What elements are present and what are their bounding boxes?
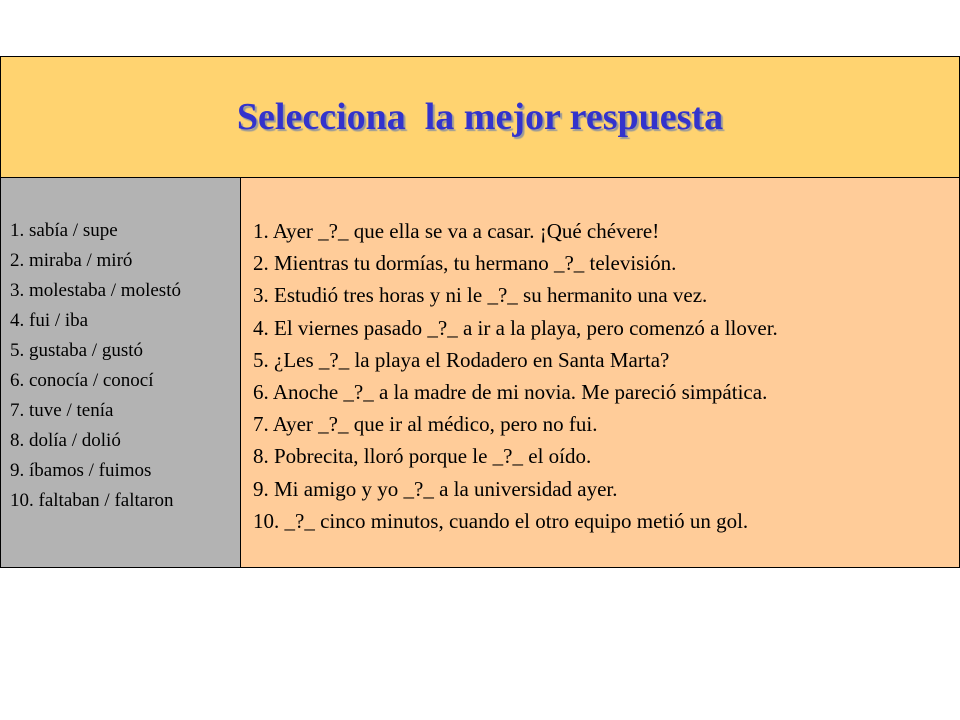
page-title: Selecciona la mejor respuesta: [236, 96, 724, 138]
sentence-item: 4. El viernes pasado _?_ a ir a la playa, pero comenzó a llover.: [253, 315, 778, 340]
option-item: 10. faltaban / faltaron: [10, 490, 174, 511]
option-item: 4. fui / iba: [10, 310, 89, 331]
options-list: [10, 216, 181, 516]
sentence-item: 7. Ayer _?_ que ir al médico, pero no fui.: [253, 412, 598, 437]
slide-frame: [0, 56, 960, 568]
sentences-list: [253, 215, 778, 537]
option-item: 8. dolía / dolió: [10, 430, 121, 451]
sentence-item: 2. Mientras tu dormías, tu hermano _?_ televisión.: [253, 251, 677, 276]
option-item: 5. gustaba / gustó: [10, 340, 143, 361]
options-panel: [1, 178, 241, 567]
sentence-item: 8. Pobrecita, lloró porque le _?_ el oído.: [253, 444, 592, 469]
sentence-item: 1. Ayer _?_ que ella se va a casar. ¡Qué chévere!: [253, 219, 660, 243]
sentence-item: 9. Mi amigo y yo _?_ a la universidad ayer.: [253, 476, 618, 501]
option-item: 3. molestaba / molestó: [10, 280, 181, 301]
sentences-panel: [241, 178, 959, 567]
sentence-item: 5. ¿Les _?_ la playa el Rodadero en Santa Marta?: [253, 347, 670, 372]
sentence-item: 3. Estudió tres horas y ni le _?_ su hermanito una vez.: [253, 283, 708, 308]
option-item: 9. íbamos / fuimos: [10, 460, 152, 481]
sentence-item: 10. _?_ cinco minutos, cuando el otro equipo metió un gol.: [253, 508, 749, 533]
option-item: 1. sabía / supe: [10, 220, 118, 241]
sentence-item: 6. Anoche _?_ a la madre de mi novia. Me pareció simpática.: [253, 379, 768, 404]
title-band: [1, 57, 959, 178]
option-item: 6. conocía / conocí: [10, 370, 154, 391]
option-item: 2. miraba / miró: [10, 250, 133, 271]
option-item: 7. tuve / tenía: [10, 400, 114, 421]
